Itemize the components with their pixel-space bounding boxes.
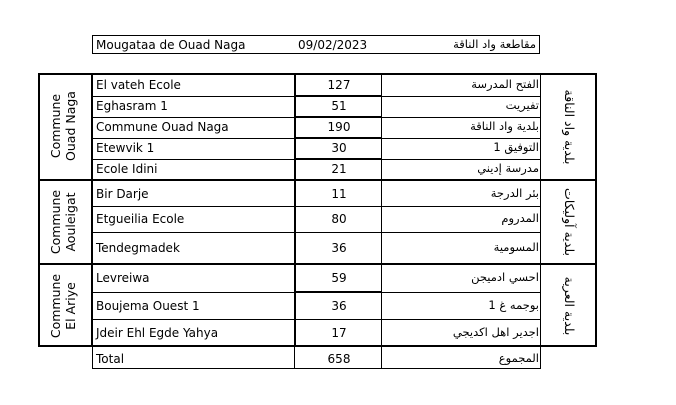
commune-label-el-ariye: Commune El Ariye: [48, 273, 78, 339]
row-name-ar: مدرسة إديني: [477, 161, 539, 175]
total-count: 658: [327, 352, 351, 366]
row-sep-count-accent: [295, 95, 381, 97]
row-count: 36: [331, 241, 347, 255]
row-count: 36: [331, 299, 347, 313]
row-name: Eghasram 1: [96, 99, 168, 113]
row-name-ar: تفيريت: [505, 98, 539, 112]
row-name: Tendegmadek: [96, 241, 180, 255]
commune-label-aouleigat-ar: بلدية آوليكات: [562, 188, 577, 256]
total-label-ar: المجموع: [498, 351, 539, 365]
row-count: 30: [331, 141, 347, 155]
row-name: Bir Darje: [96, 187, 149, 201]
commune-label-ouad-naga-ar: بلدية واد الناقة: [562, 89, 577, 165]
row-count: 190: [327, 120, 351, 134]
commune-label-ouad-naga: Commune Ouad Naga: [48, 91, 78, 161]
total-sep-1: [294, 347, 295, 369]
row-sep: [92, 319, 541, 320]
row-name-ar: الفتح المدرسة: [471, 77, 539, 91]
row-name-ar: بئر الدرجة: [490, 186, 539, 200]
row-name-ar: اجدير اهل اكديجي: [452, 325, 539, 339]
header-mougataa-ar: مقاطعة واد الناقة: [453, 37, 536, 51]
row-name: Levreiwa: [96, 271, 150, 285]
row-sep-count-accent: [295, 158, 381, 160]
row-count: 21: [331, 162, 347, 176]
row-name: El vateh Ecole: [96, 78, 181, 92]
row-name-ar: بلدية واد الناقة: [470, 119, 539, 133]
row-count: 127: [327, 78, 351, 92]
row-name: Etgueilia Ecole: [96, 212, 185, 226]
col-sep-commune: [91, 73, 93, 347]
row-name-ar: احسي ادميجن: [471, 270, 539, 284]
row-name: Ecole Idini: [96, 162, 158, 176]
header-row: [92, 35, 540, 54]
row-count: 17: [331, 326, 347, 340]
row-count: 80: [331, 212, 347, 226]
row-sep-count-accent: [295, 116, 381, 118]
group-sep-2: [38, 263, 597, 265]
commune-label-el-ariye-ar: بلدية العرية: [562, 276, 577, 336]
commune-label-aouleigat: Commune Aouleigat: [48, 189, 78, 255]
row-name: Boujema Ouest 1: [96, 299, 200, 313]
row-sep-count-accent: [295, 137, 381, 139]
row-count: 59: [331, 271, 347, 285]
row-sep-count-accent: [295, 291, 381, 293]
row-name-ar: التوفيق 1: [493, 140, 539, 154]
row-sep: [92, 232, 541, 233]
total-label: Total: [96, 352, 125, 366]
row-name-ar: المسومية: [493, 240, 539, 254]
row-count: 51: [331, 99, 347, 113]
header-date: 09/02/2023: [298, 38, 368, 52]
row-name: Jdeir Ehl Egde Yahya: [96, 326, 219, 340]
header-mougataa: Mougataa de Ouad Naga: [96, 38, 246, 52]
row-name-ar: المدروم: [501, 211, 539, 225]
row-name: Etewvik 1: [96, 141, 155, 155]
row-name-ar: بوجمه غ 1: [488, 298, 539, 312]
row-count: 11: [331, 187, 347, 201]
col-sep-ar: [540, 73, 541, 347]
row-name: Commune Ouad Naga: [96, 120, 229, 134]
